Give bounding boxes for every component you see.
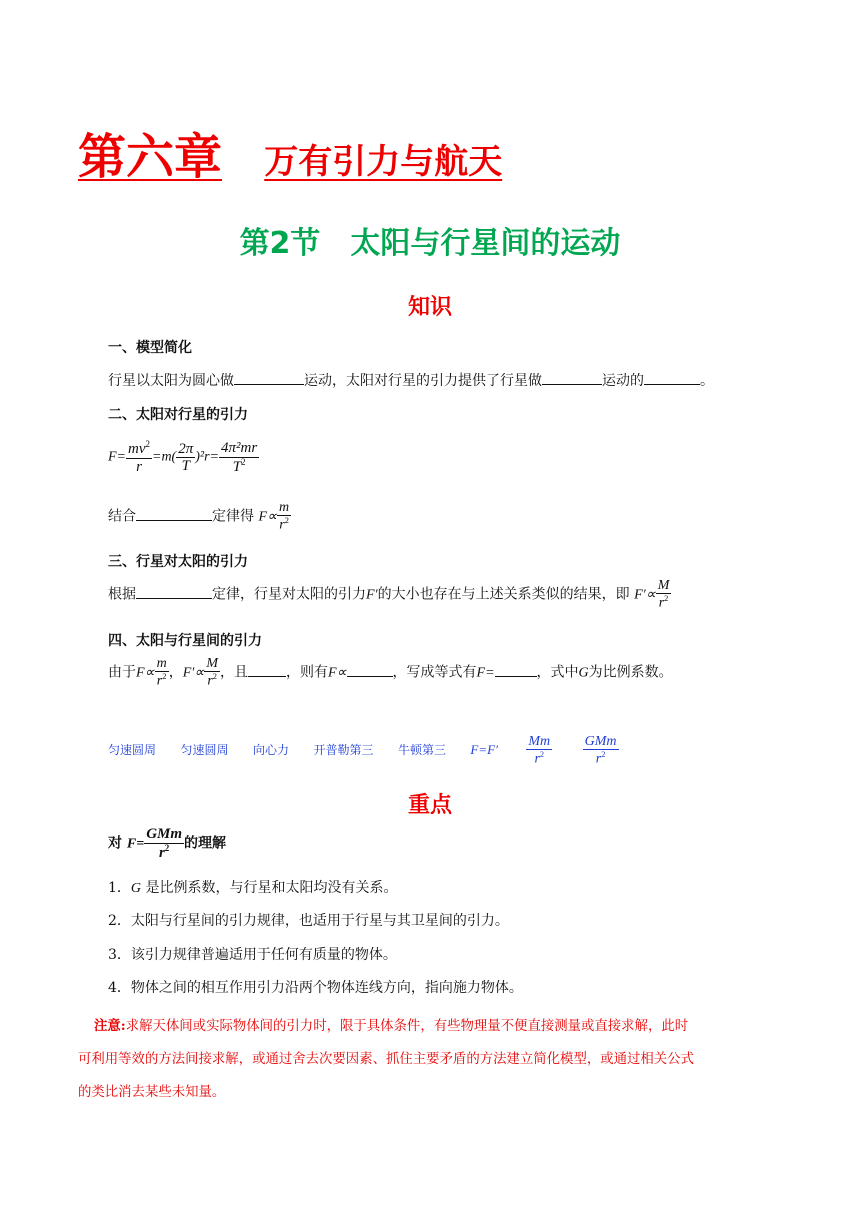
blank[interactable] (136, 506, 212, 521)
chapter-title (78, 118, 503, 185)
note-label: 注意: (94, 1018, 126, 1034)
answer-5: 牛顿第三 (397, 743, 446, 758)
answer-2: 匀速圆周 (180, 743, 229, 758)
answer-1: 匀速圆周 (108, 743, 157, 758)
blank[interactable] (495, 662, 537, 677)
answer-7: $\frac{Mm}{r^2}$ (528, 734, 551, 768)
answer-4: 开普勒第三 (313, 743, 374, 758)
section-2-title: 二、太阳对行星的引力 (108, 407, 248, 423)
blank[interactable] (644, 370, 700, 385)
key-point-1: 1．G 是比例系数，与行星和太阳均没有关系。 (108, 880, 398, 896)
key-point-2: 2．太阳与行星间的引力规律，也适用于行星与其卫星间的引力。 (108, 913, 509, 929)
blank[interactable] (347, 662, 393, 677)
section-1-title: 一、模型简化 (108, 340, 192, 356)
key-points-subtitle: 对 F= $\frac{\text{GMm}}{r^2}$ 的理解 (108, 826, 227, 861)
section-4-title: 四、太阳与行星间的引力 (108, 633, 262, 649)
knowledge-heading: 知识 (407, 295, 452, 320)
key-point-4: 4．物体之间的相互作用引力沿两个物体连线方向，指向施力物体。 (108, 980, 523, 996)
answer-row (108, 734, 619, 767)
section-4-text: 由于F∝ $\frac{m}{r^2}$ ，F′∝ $\frac{M}{r^2}$ ，且 ，则有F∝ ，写成等式有F= ，式中G为比例系数。 (108, 656, 673, 690)
chapter-number: 第六章 (78, 129, 223, 185)
combine-line: 结合 定律得 F∝ $\frac{m}{r^2}$ (108, 500, 290, 534)
note-paragraph: 注意:求解天体间或实际物体间的引力时，限于具体条件，有些物理量不便直接测量或直接求解，此时 可利用等效的方法间接求解，或通过舍去次要因素、抓住主要矛盾的方法建立简化模型，或通过相关公式 的类比消去某些未知量。 (78, 1018, 694, 1100)
blank[interactable] (248, 662, 286, 677)
chapter-name: 万有引力与航天 (264, 142, 503, 182)
answer-3: 向心力 (252, 743, 289, 758)
section-1-text: 行星以太阳为圆心做 运动，太阳对行星的引力提供了行星做 运动的 。 (108, 370, 714, 390)
section-3-text: 根据 定律，行星对太阳的引力F′的大小也存在与上述关系类似的结果，即 F′∝ $\frac{M}{r^2}$ (108, 578, 670, 612)
blank[interactable] (234, 370, 304, 385)
answer-8: $\frac{\text{GMm}}{r^2}$ (584, 734, 617, 768)
key-points-heading: 重点 (407, 793, 452, 818)
gravity-formula: F= $\frac{mv^2}{r}$ =m( $\frac{2\pi}{T}$ )²r= $\frac{\text{4π²mr}}{T^2}$ (108, 439, 258, 475)
section-3-title: 三、行星对太阳的引力 (108, 554, 248, 570)
blank[interactable] (542, 370, 602, 385)
section-title: 第2节 太阳与行星间的运动 (239, 226, 621, 261)
key-point-3: 3．该引力规律普遍适用于任何有质量的物体。 (108, 947, 397, 963)
blank[interactable] (136, 584, 212, 599)
answer-6: F=F′ (470, 742, 498, 758)
